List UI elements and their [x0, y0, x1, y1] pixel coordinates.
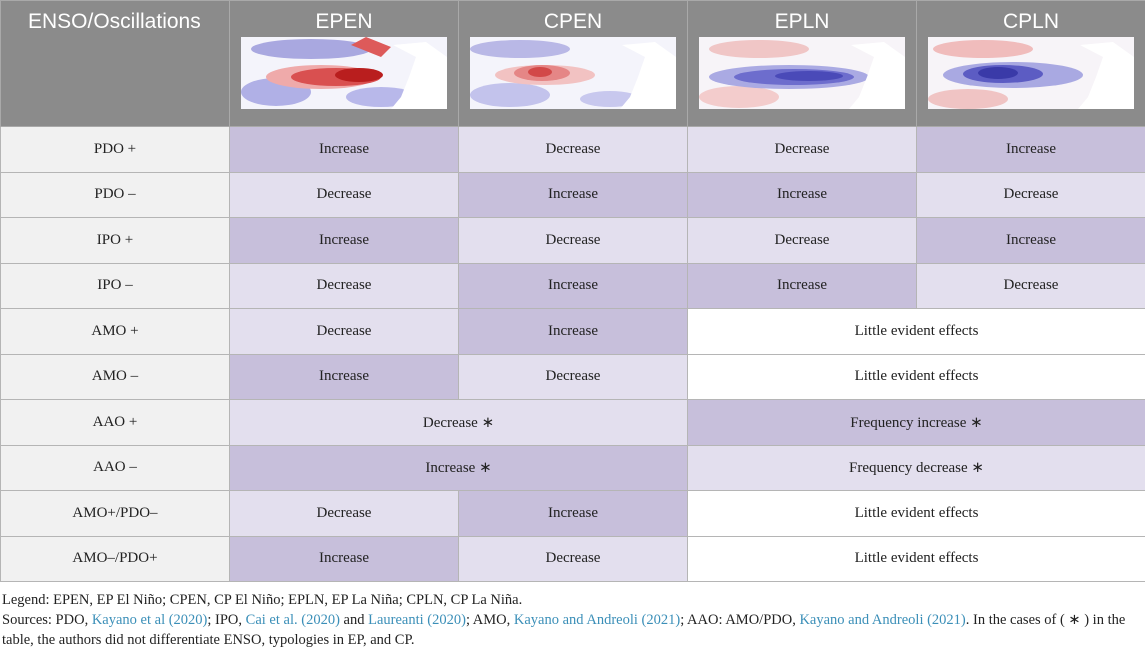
- sources-separator: ; AAO: AMO/PDO,: [680, 612, 796, 628]
- table-cell: Decrease: [917, 172, 1145, 218]
- sst-anomaly-map-epen: [241, 37, 447, 109]
- reference-link-kayano-andreoli-2021-b[interactable]: Kayano and Andreoli (2021): [799, 612, 966, 628]
- reference-link-cai-2020[interactable]: Cai et al. (2020): [245, 612, 340, 628]
- table-cell: Increase: [917, 218, 1145, 264]
- column-label: CPLN: [1002, 10, 1060, 33]
- header-row: [1, 1, 1145, 127]
- table-cell: Increase: [230, 218, 459, 264]
- table-cell: Decrease: [688, 218, 917, 264]
- column-label: EPLN: [774, 10, 830, 33]
- table-cell: Increase: [917, 127, 1145, 173]
- table-row: [1, 445, 1145, 491]
- table-cell: Increase: [230, 354, 459, 400]
- sources-separator: ; AMO,: [465, 612, 511, 628]
- table-cell: Increase: [459, 491, 688, 537]
- table-row: [1, 536, 1145, 582]
- sst-anomaly-map-epln: [699, 37, 905, 109]
- table-cell: Increase: [459, 172, 688, 218]
- table-cell: Decrease: [230, 309, 459, 355]
- column-label: CPEN: [543, 10, 603, 33]
- row-label: AAO +: [1, 400, 230, 446]
- table-row: [1, 354, 1145, 400]
- table-row: [1, 218, 1145, 264]
- table-cell: Decrease: [917, 263, 1145, 309]
- table-cell: Increase: [459, 263, 688, 309]
- table-cell: Decrease: [459, 536, 688, 582]
- sources-note: [2, 610, 1143, 650]
- row-label: IPO –: [1, 263, 230, 309]
- table-cell: Little evident effects: [688, 491, 1145, 537]
- table-cell: Increase: [688, 172, 917, 218]
- table-cell: Decrease: [459, 354, 688, 400]
- reference-link-laureanti-2020[interactable]: Laureanti (2020): [368, 612, 466, 628]
- sources-tail: . In the cases of ( ∗ ) in the table, the authors did not differentiate ENSO, typologies in EP, and CP.: [2, 612, 1126, 648]
- row-label: AMO–/PDO+: [1, 536, 230, 582]
- table-cell: Little evident effects: [688, 536, 1145, 582]
- table-row: [1, 127, 1145, 173]
- table-cell: Decrease: [688, 127, 917, 173]
- table-row: [1, 491, 1145, 537]
- column-header-cpln: [917, 1, 1145, 127]
- column-header-cpen: [459, 1, 688, 127]
- table-footnotes: [0, 582, 1145, 650]
- corner-header: ENSO/Oscillations: [1, 1, 230, 127]
- table-cell: Decrease: [230, 172, 459, 218]
- reference-link-kayano-andreoli-2021[interactable]: Kayano and Andreoli (2021): [513, 612, 681, 628]
- table-row: [1, 400, 1145, 446]
- table-cell: Decrease ∗: [230, 400, 688, 446]
- table-cell: Increase ∗: [230, 445, 688, 491]
- sources-separator: and: [343, 612, 365, 628]
- column-label: EPEN: [315, 10, 373, 33]
- sst-anomaly-map-cpen: [470, 37, 676, 109]
- table-cell: Decrease: [459, 218, 688, 264]
- table-cell: Decrease: [230, 263, 459, 309]
- sources-prefix: Sources: PDO,: [2, 612, 89, 628]
- row-label: PDO +: [1, 127, 230, 173]
- sources-separator: ; IPO,: [207, 612, 243, 628]
- table-cell: Frequency increase ∗: [688, 400, 1145, 446]
- table-cell: Little evident effects: [688, 354, 1145, 400]
- table-cell: Increase: [230, 536, 459, 582]
- table-cell: Increase: [688, 263, 917, 309]
- table-row: [1, 263, 1145, 309]
- table-cell: Decrease: [459, 127, 688, 173]
- table-cell: Decrease: [230, 491, 459, 537]
- sst-anomaly-map-cpln: [928, 37, 1134, 109]
- table-row: [1, 309, 1145, 355]
- table-cell: Frequency decrease ∗: [688, 445, 1145, 491]
- table-body: [1, 127, 1145, 582]
- table-row: [1, 172, 1145, 218]
- row-label: PDO –: [1, 172, 230, 218]
- row-label: AMO –: [1, 354, 230, 400]
- table-cell: Increase: [230, 127, 459, 173]
- row-label: AAO –: [1, 445, 230, 491]
- row-label: IPO +: [1, 218, 230, 264]
- row-label: AMO+/PDO–: [1, 491, 230, 537]
- reference-link-kayano-2020[interactable]: Kayano et al (2020): [91, 612, 208, 628]
- column-header-epen: [230, 1, 459, 127]
- column-header-epln: [688, 1, 917, 127]
- legend-note: Legend: EPEN, EP El Niño; CPEN, CP El Niño; EPLN, EP La Niña; CPLN, CP La Niña.: [2, 592, 523, 608]
- table-cell: Increase: [459, 309, 688, 355]
- row-label: AMO +: [1, 309, 230, 355]
- table-cell: Little evident effects: [688, 309, 1145, 355]
